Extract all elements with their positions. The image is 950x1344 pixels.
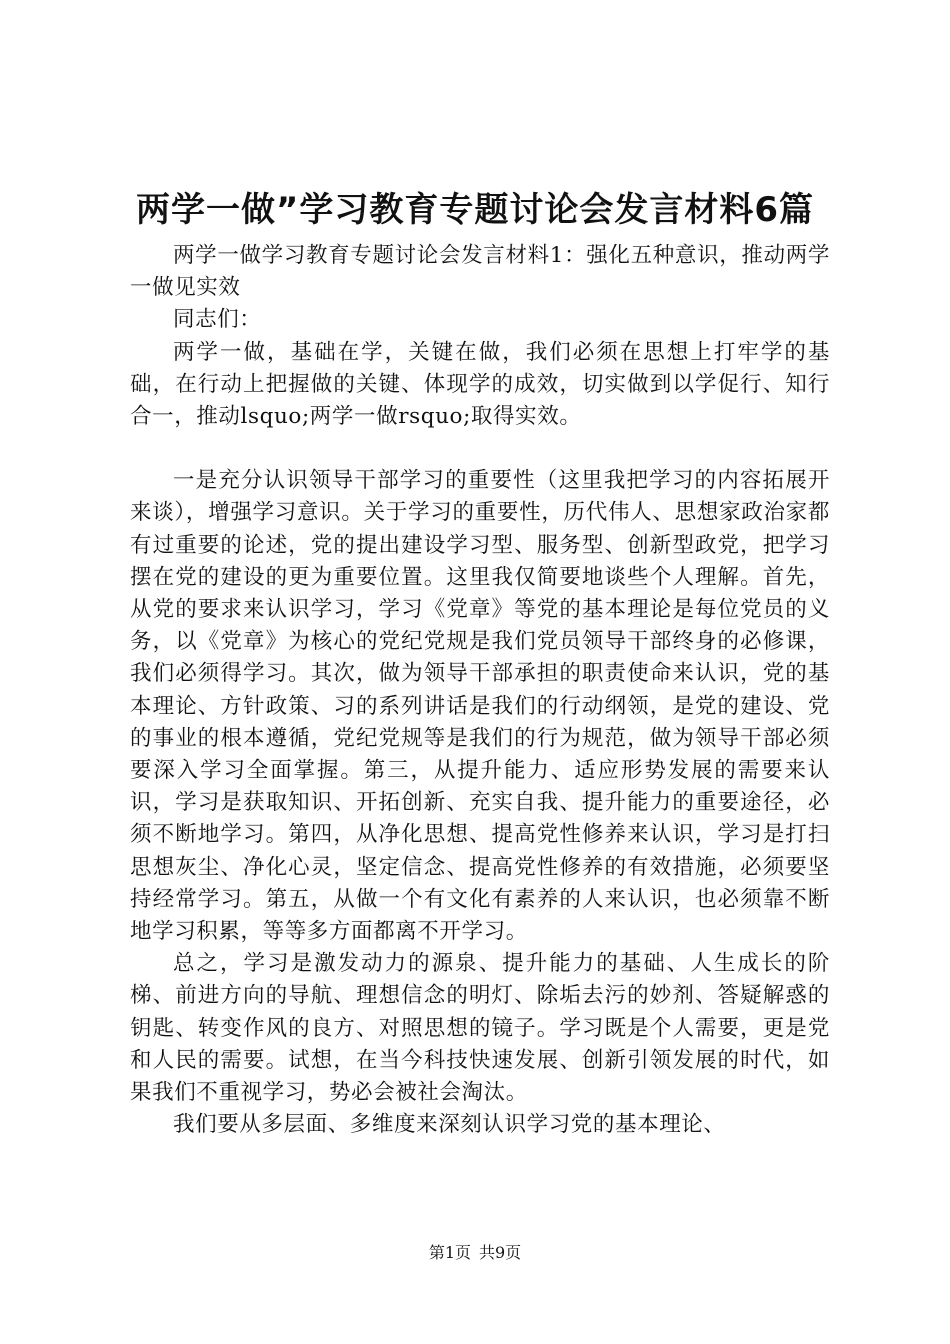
page-total: 共9页: [479, 1243, 522, 1262]
paragraph-intro: 两学一做，基础在学，关键在做，我们必须在思想上打牢学的基础，在行动上把握做的关键、体现学的成效，切实做到以学促行、知行合一，推动lsquo;两学一做rsquo;取得实效。: [130, 339, 830, 430]
document-title: 两学一做”学习教育专题讨论会发言材料6篇: [135, 190, 814, 230]
page-number: 第1页: [428, 1243, 471, 1262]
page-footer: [0, 1243, 950, 1263]
paragraph-subtitle: 两学一做学习教育专题讨论会发言材料1：强化五种意识，推动两学一做见实效: [130, 243, 830, 301]
paragraph-first-point: 一是充分认识领导干部学习的重要性（这里我把学习的内容拓展开来谈），增强学习意识。关于学习的重要性，历代伟人、思想家政治家都有过重要的论述，党的提出建设学习型、服务型、创新型政党，把学习摆在党的建设的更为重要位置。这里我仅简要地谈些个人理解。首先，从党的要求来认识学习，学习《党章》等党的基本理论是每位党员的义务，以《党章》为核心的党纪党规是我们党员领导干部终身的必修课，我们必须得学习。其次，做为领导干部承担的职责使命来认识，党的基本理论、方针政策、习的系列讲话是我们的行动纲领，是党的建设、党的事业的根本遵循，党纪党规等是我们的行为规范，做为领导干部必须要深入学习全面掌握。第三，从提升能力、适应形势发展的需要来认识，学习是获取知识、开拓创新、充实自我、提升能力的重要途径，必须不断地学习。第四，从净化思想、提高党性修养来认识，学习是打扫思想灰尘、净化心灵，坚定信念、提高党性修养的有效措施，必须要坚持经常学习。第五，从做一个有文化有素养的人来认识，也必须靠不断地学习积累，等等多方面都离不开学习。: [130, 468, 830, 945]
paragraph-salutation: 同志们：: [173, 307, 262, 333]
paragraph-continuation: 我们要从多层面、多维度来深刻认识学习党的基本理论、: [173, 1112, 726, 1138]
paragraph-summary: 总之，学习是激发动力的源泉、提升能力的基础、人生成长的阶梯、前进方向的导航、理想信念的明灯、除垢去污的妙剂、答疑解惑的钥匙、转变作风的良方、对照思想的镜子。学习既是个人需要，更是党和人民的需要。试想，在当今科技快速发展、创新引领发展的时代，如果我们不重视学习，势必会被社会淘汰。: [130, 951, 830, 1106]
document-body: [130, 240, 830, 1141]
